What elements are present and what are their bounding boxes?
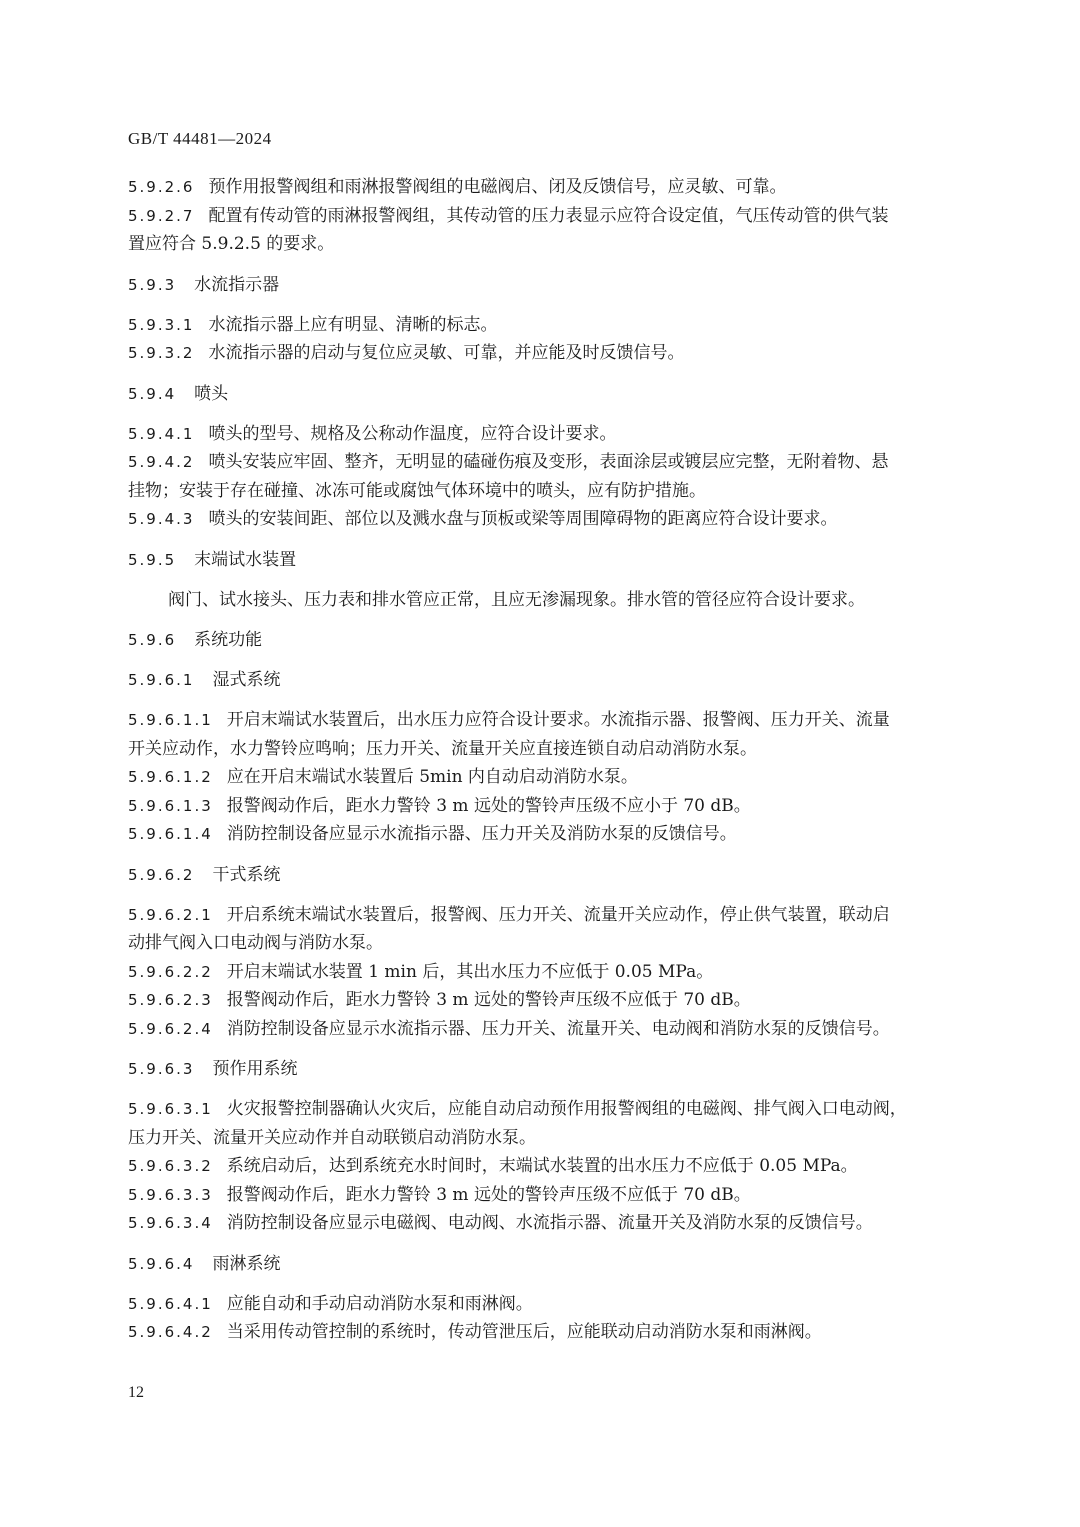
text-line xyxy=(128,820,978,849)
section-heading xyxy=(128,380,978,408)
clause xyxy=(128,1095,978,1152)
text-line xyxy=(128,763,978,792)
clause-text: 消防控制设备应显示电磁阀、电动阀、水流指示器、流量开关及消防水泵的反馈信号。 xyxy=(226,1213,873,1233)
clause-text: 挂物；安装于存在碰撞、冰冻可能或腐蚀气体环境中的喷头，应有防护措施。 xyxy=(128,480,706,501)
clause xyxy=(128,505,978,534)
clause-number: 5.9.6.3.4 xyxy=(128,1214,213,1232)
text-line xyxy=(128,901,978,930)
section-number: 5.9.6 xyxy=(128,631,177,649)
text-line xyxy=(128,420,978,449)
clause-text: 阀门、试水接头、压力表和排水管应正常，且应无渗漏现象。排水管的管径应符合设计要求。 xyxy=(168,589,865,610)
clause-text: 系统启动后，达到系统充水时间时，末端试水装置的出水压力不应低于 0.05 MPa。 xyxy=(226,1156,858,1176)
section-heading xyxy=(128,861,978,889)
clause xyxy=(128,339,978,368)
section-title: 末端试水装置 xyxy=(194,549,297,570)
clause-text: 置应符合 5.9.2.5 的要求。 xyxy=(128,234,335,254)
clause xyxy=(128,1318,978,1347)
section-heading xyxy=(128,626,978,654)
clause-text: 报警阀动作后，距水力警铃 3 m 远处的警铃声压级不应低于 70 dB。 xyxy=(226,990,751,1010)
clause-number: 5.9.4.2 xyxy=(128,453,195,471)
clause xyxy=(128,986,978,1015)
clause-text: 开启系统末端试水装置后，报警阀、压力开关、流量开关应动作，停止供气装置，联动启 xyxy=(226,904,890,925)
clause xyxy=(128,1015,978,1044)
clause-text: 消防控制设备应显示水流指示器、压力开关及消防水泵的反馈信号。 xyxy=(226,824,737,844)
text-line xyxy=(128,173,978,202)
section-number: 5.9.6.4 xyxy=(128,1254,195,1273)
section-title: 水流指示器 xyxy=(194,274,280,295)
clause-number: 5.9.3.2 xyxy=(128,344,195,362)
clause-text: 报警阀动作后，距水力警铃 3 m 远处的警铃声压级不应低于 70 dB。 xyxy=(226,1184,751,1205)
clause-number: 5.9.6.2.3 xyxy=(128,991,213,1009)
clause-number: 5.9.6.2.2 xyxy=(128,962,213,981)
clause-number: 5.9.6.3.3 xyxy=(128,1185,213,1204)
clause xyxy=(128,1290,978,1319)
clause xyxy=(128,763,978,792)
clause-text: 开启末端试水装置后，出水压力应符合设计要求。水流指示器、报警阀、压力开关、流量 xyxy=(226,710,890,730)
clause-number: 5.9.6.3.1 xyxy=(128,1100,213,1118)
clause-text: 动排气阀入口电动阀与消防水泵。 xyxy=(128,933,383,953)
clause-text: 应在开启末端试水装置后 5min 内自动启动消防水泵。 xyxy=(226,767,638,787)
clause-number: 5.9.6.1.2 xyxy=(128,768,213,786)
section-number: 5.9.3 xyxy=(128,275,177,294)
text-line xyxy=(128,339,978,368)
clause-number: 5.9.2.7 xyxy=(128,206,195,225)
clause xyxy=(128,202,978,259)
clause-number: 5.9.2.6 xyxy=(128,178,195,196)
clause xyxy=(128,958,978,987)
section-number: 5.9.5 xyxy=(128,550,177,569)
text-line xyxy=(128,1209,978,1238)
page-number: 12 xyxy=(128,1384,144,1401)
text-line xyxy=(128,1124,978,1153)
clause-number: 5.9.4.1 xyxy=(128,424,195,443)
text-line xyxy=(128,311,978,340)
text-line xyxy=(128,202,978,231)
clause-text: 预作用报警阀组和雨淋报警阀组的电磁阀启、闭及反馈信号，应灵敏、可靠。 xyxy=(208,177,787,197)
section-title: 雨淋系统 xyxy=(212,1253,281,1274)
text-line xyxy=(128,958,978,987)
text-line xyxy=(128,505,978,534)
clause-text: 当采用传动管控制的系统时，传动管泄压后，应能联动启动消防水泵和雨淋阀。 xyxy=(226,1322,822,1342)
section-number: 5.9.6.1 xyxy=(128,671,195,689)
text-line xyxy=(128,230,978,259)
text-line xyxy=(128,792,978,821)
clause-text: 火灾报警控制器确认火灾后，应能自动启动预作用报警阀组的电磁阀、排气阀入口电动阀， xyxy=(226,1099,907,1119)
clause xyxy=(128,901,978,958)
text-line xyxy=(128,448,978,477)
clause-text: 喷头的型号、规格及公称动作温度，应符合设计要求。 xyxy=(208,423,617,444)
section-heading xyxy=(128,1250,978,1278)
text-line xyxy=(128,477,978,506)
section-heading xyxy=(128,271,978,299)
section-title: 干式系统 xyxy=(212,864,281,885)
text-line xyxy=(128,706,978,735)
section-title: 预作用系统 xyxy=(212,1059,298,1079)
section-title: 湿式系统 xyxy=(212,670,281,690)
clause xyxy=(128,706,978,763)
text-line xyxy=(128,986,978,1015)
clause-text: 配置有传动管的雨淋报警阀组，其传动管的压力表显示应符合设定值，气压传动管的供气装 xyxy=(208,205,889,226)
clause-number: 5.9.6.4.1 xyxy=(128,1294,213,1313)
clause xyxy=(128,1152,978,1181)
clause xyxy=(128,1181,978,1210)
section-number: 5.9.6.3 xyxy=(128,1060,195,1078)
text-line xyxy=(128,1318,978,1347)
text-line xyxy=(128,1181,978,1210)
document-id-header: GB/T 44481—2024 xyxy=(128,129,272,148)
clause-text: 水流指示器上应有明显、清晰的标志。 xyxy=(208,314,498,335)
clause-number: 5.9.6.2.4 xyxy=(128,1019,213,1038)
clause-number: 5.9.6.1.3 xyxy=(128,796,213,815)
clause xyxy=(128,420,978,449)
document-body xyxy=(128,173,978,1347)
text-line xyxy=(128,1095,978,1124)
section-title: 系统功能 xyxy=(194,630,263,650)
section-heading xyxy=(128,546,978,574)
clause-number: 5.9.6.4.2 xyxy=(128,1323,213,1341)
clause-text: 开关应动作，水力警铃应鸣响；压力开关、流量开关应直接连锁自动启动消防水泵。 xyxy=(128,738,757,759)
section-heading xyxy=(128,666,978,694)
clause-text: 应能自动和手动启动消防水泵和雨淋阀。 xyxy=(226,1293,533,1314)
clause-number: 5.9.6.3.2 xyxy=(128,1157,213,1175)
clause-text: 喷头安装应牢固、整齐，无明显的磕碰伤痕及变形，表面涂层或镀层应完整，无附着物、悬 xyxy=(208,452,889,472)
clause-number: 5.9.4.3 xyxy=(128,510,195,528)
clause xyxy=(128,311,978,340)
text-line xyxy=(128,586,978,615)
text-line xyxy=(128,1290,978,1319)
paragraph xyxy=(128,586,978,615)
section-number: 5.9.4 xyxy=(128,384,177,403)
clause xyxy=(128,792,978,821)
clause-text: 喷头的安装间距、部位以及溅水盘与顶板或梁等周围障碍物的距离应符合设计要求。 xyxy=(208,509,838,529)
text-line xyxy=(128,1015,978,1044)
text-line xyxy=(128,735,978,764)
clause xyxy=(128,820,978,849)
clause xyxy=(128,1209,978,1238)
clause-number: 5.9.6.1.4 xyxy=(128,825,213,843)
clause-text: 开启末端试水装置 1 min 后，其出水压力不应低于 0.05 MPa。 xyxy=(226,961,714,982)
clause-number: 5.9.6.1.1 xyxy=(128,711,213,729)
text-line xyxy=(128,1152,978,1181)
section-title: 喷头 xyxy=(194,383,229,404)
clause-text: 水流指示器的启动与复位应灵敏、可靠，并应能及时反馈信号。 xyxy=(208,343,685,363)
clause-number: 5.9.3.1 xyxy=(128,315,195,334)
clause-text: 压力开关、流量开关应动作并自动联锁启动消防水泵。 xyxy=(128,1127,536,1148)
clause-text: 消防控制设备应显示水流指示器、压力开关、流量开关、电动阀和消防水泵的反馈信号。 xyxy=(226,1018,890,1039)
clause xyxy=(128,448,978,505)
clause-number: 5.9.6.2.1 xyxy=(128,905,213,924)
clause xyxy=(128,173,978,202)
section-heading xyxy=(128,1055,978,1083)
text-line xyxy=(128,929,978,958)
clause-text: 报警阀动作后，距水力警铃 3 m 远处的警铃声压级不应小于 70 dB。 xyxy=(226,795,751,816)
section-number: 5.9.6.2 xyxy=(128,865,195,884)
